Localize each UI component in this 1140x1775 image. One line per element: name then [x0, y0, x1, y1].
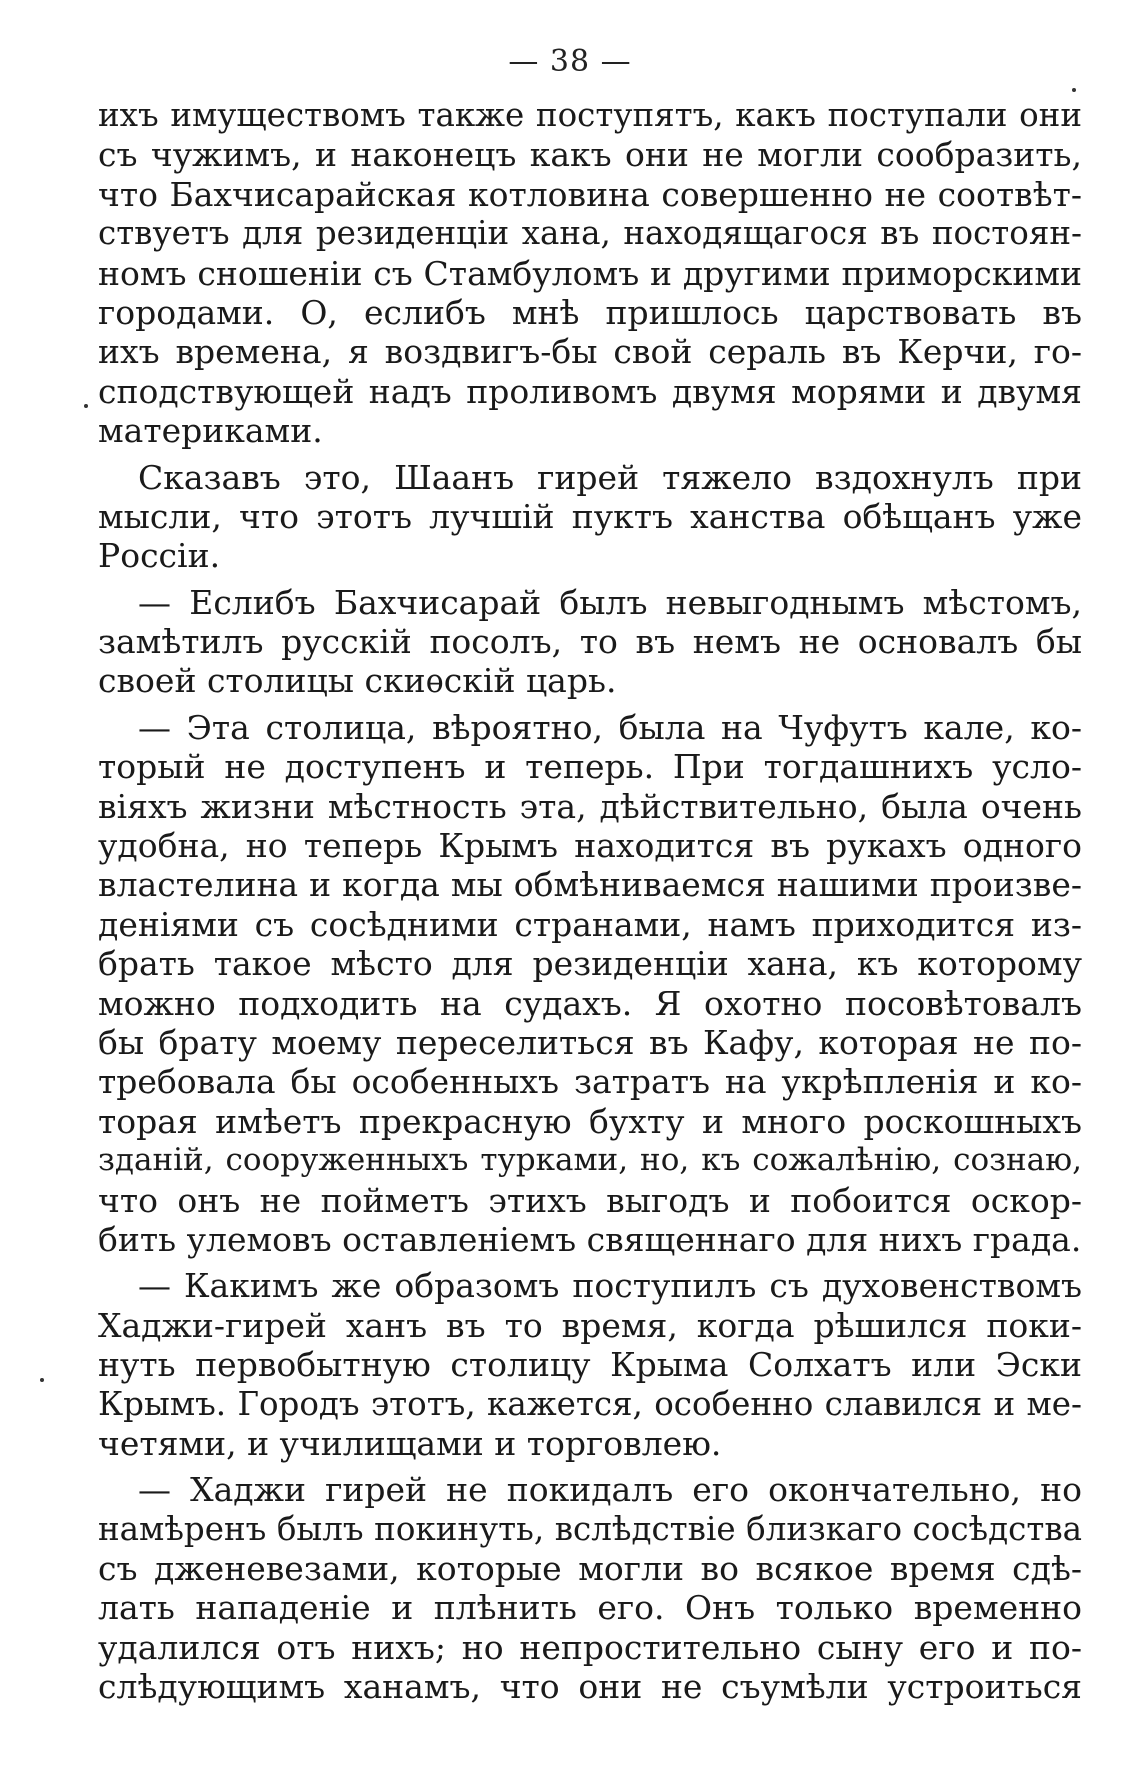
text-line: властелина и когда мы обмѣниваемся нашими произве-	[98, 865, 1082, 905]
text-line: бить улемовъ оставленіемъ священнаго для нихъ града.	[98, 1219, 1082, 1259]
text-line: мысли, что этотъ лучшій пуктъ ханства обѣщанъ уже	[98, 496, 1082, 536]
text-line: зданій, сооруженныхъ турками, но, къ сожалѣнію, сознаю,	[98, 1142, 1082, 1179]
paragraph	[98, 1470, 1082, 1706]
text-line: — Еслибъ Бахчисарай былъ невыгоднымъ мѣстомъ,	[138, 582, 1082, 622]
text-line: сподствующей надъ проливомъ двумя морями и двумя	[98, 371, 1082, 411]
text-line: торый не доступенъ и теперь. При тогдашнихъ усло-	[98, 747, 1082, 787]
paragraph	[98, 708, 1082, 1259]
text-line: лать нападеніе и плѣнить его. Онъ только временно	[98, 1588, 1082, 1628]
paragraph	[98, 583, 1082, 701]
text-line: четями, и училищами и торговлею.	[98, 1423, 722, 1463]
paragraph	[98, 96, 1082, 451]
paragraph	[98, 458, 1082, 576]
text-line: ствуетъ для резиденціи хана, находящагося въ постоян-	[98, 214, 1082, 253]
text-line: удалился отъ нихъ; но непростительно сыну его и по-	[98, 1627, 1082, 1667]
text-line: Крымъ. Городъ этотъ, кажется, особенно славился и ме-	[98, 1384, 1082, 1423]
print-speck	[1072, 88, 1076, 92]
text-line: віяхъ жизни мѣстность эта, дѣйствительно, была очень	[98, 786, 1082, 826]
text-line: замѣтилъ русскій посолъ, то въ немъ не основалъ бы	[98, 622, 1082, 662]
text-line: — Хаджи гирей не покидалъ его окончательно, но	[138, 1470, 1082, 1510]
text-line: Сказавъ это, Шаанъ гирей тяжело вздохнулъ при	[138, 457, 1082, 497]
text-line: нуть первобытную столицу Крыма Солхатъ или Эски	[98, 1345, 1082, 1385]
text-line: материками.	[98, 411, 323, 451]
text-line: что Бахчисарайская котловина совершенно не соотвѣт-	[98, 174, 1082, 214]
text-line: ихъ времена, я воздвигъ-бы свой сераль въ Керчи, го-	[98, 332, 1082, 372]
text-line: торая имѣетъ прекрасную бухту и много роскошныхъ	[98, 1101, 1082, 1141]
text-line: съ чужимъ, и наконецъ какъ они не могли сообразить,	[98, 135, 1082, 175]
text-line: ихъ имуществомъ также поступятъ, какъ поступали они	[98, 96, 1082, 134]
text-line: слѣдующимъ ханамъ, что они не съумѣли устроиться	[98, 1667, 1082, 1707]
text-line: бы брату моему переселиться въ Кафу, которая не по-	[98, 1022, 1082, 1062]
text-line: требовала бы особенныхъ затратъ на укрѣпленія и ко-	[98, 1062, 1082, 1102]
text-line: съ дженевезами, которые могли во всякое время сдѣ-	[98, 1549, 1082, 1589]
text-line: — Эта столица, вѣроятно, была на Чуфутъ кале, ко-	[138, 707, 1082, 747]
text-line: Хаджи-гирей ханъ въ то время, когда рѣшился поки-	[98, 1305, 1082, 1345]
text-line: что онъ не пойметъ этихъ выгодъ и побоится оскор-	[98, 1180, 1082, 1220]
text-line: — Какимъ же образомъ поступилъ съ духовенствомъ	[138, 1266, 1082, 1306]
text-line: Россіи.	[98, 536, 221, 576]
text-line: городами. О, еслибъ мнѣ пришлось царствовать въ	[98, 292, 1082, 332]
text-line: удобна, но теперь Крымъ находится въ рукахъ одного	[98, 826, 1082, 866]
text-line: намѣренъ былъ покинуть, вслѣдствіе близкаго сосѣдства	[98, 1509, 1082, 1548]
text-line: номъ сношеніи съ Стамбуломъ и другими приморскими	[98, 253, 1082, 293]
print-speck	[40, 1378, 44, 1382]
page-number: — 38 —	[508, 44, 632, 79]
text-line: брать такое мѣсто для резиденціи хана, къ которому	[98, 944, 1082, 984]
paragraph	[98, 1266, 1082, 1463]
text-line: деніями съ сосѣдними странами, намъ приходится из-	[98, 904, 1082, 944]
text-line: своей столицы скиѳскій царь.	[98, 661, 617, 701]
body-text	[98, 96, 1082, 1707]
text-line: можно подходить на судахъ. Я охотно посовѣтовалъ	[98, 983, 1082, 1023]
print-speck	[84, 404, 88, 408]
